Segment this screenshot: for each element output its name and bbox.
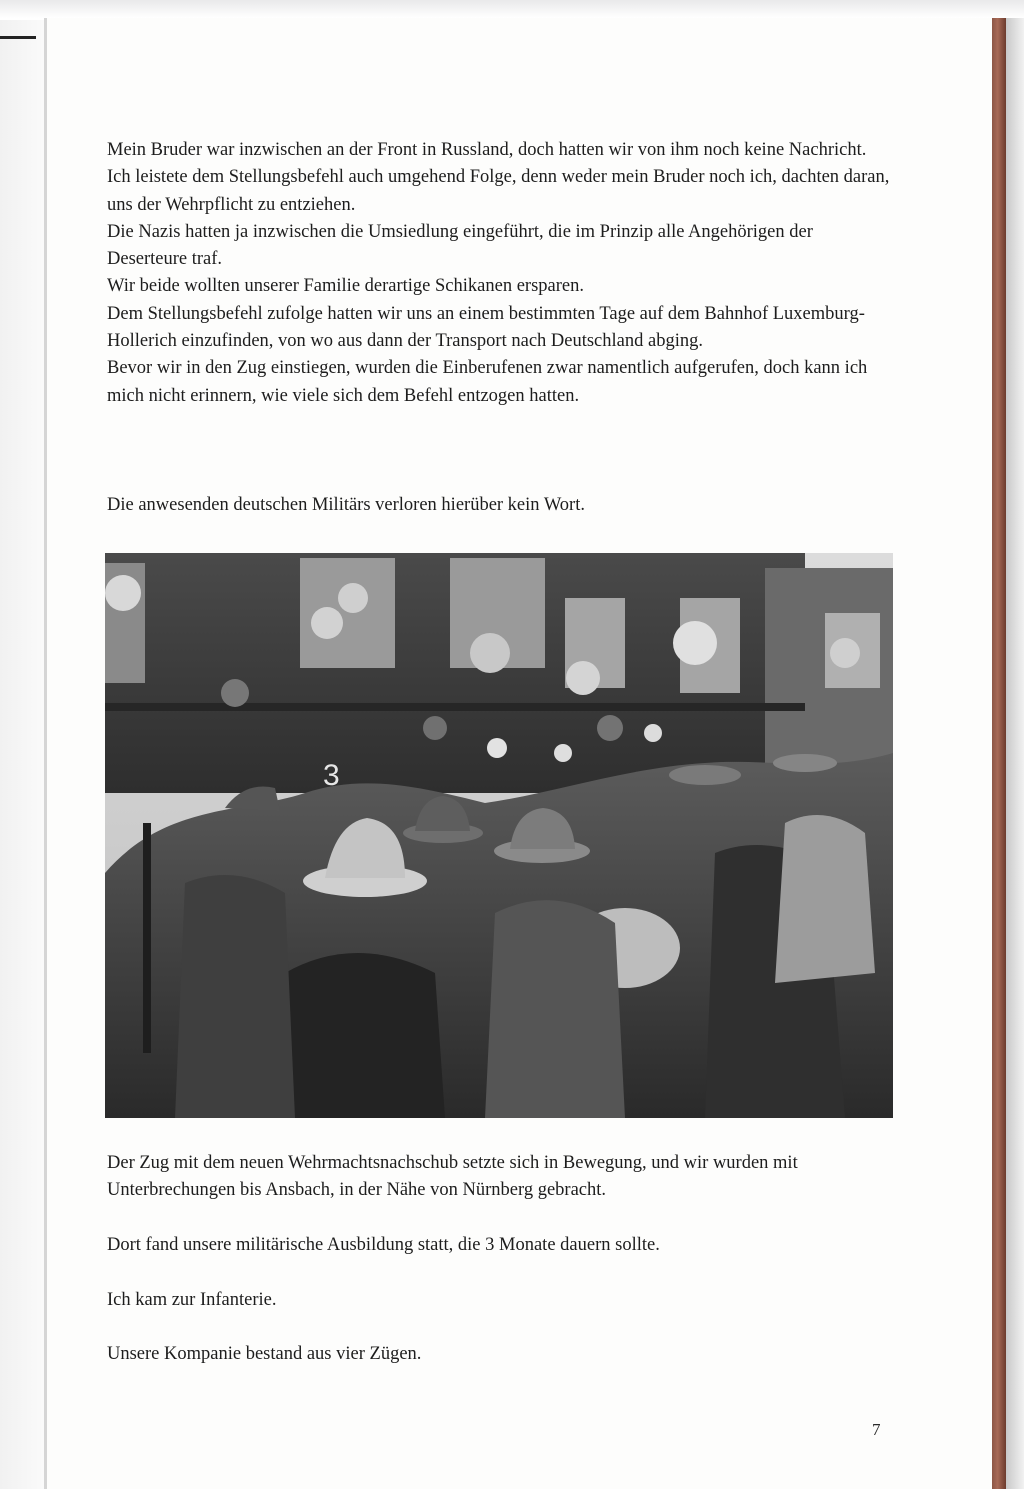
photo-illustration bbox=[105, 553, 893, 1118]
paragraph-umsiedlung: Die Nazis hatten ja inzwischen die Umsiedlung eingeführt, die im Prinzip alle Angehörigen der Deserteure traf. bbox=[107, 221, 813, 270]
photo-car-number: 3 bbox=[323, 759, 340, 792]
paragraph-infanterie: Ich kam zur Infanterie. bbox=[107, 1290, 277, 1310]
paragraph-aufgerufen: Bevor wir in den Zug einstiegen, wurden die Einberufenen zwar namentlich aufgerufen, doch kann ich mich nicht erinnern, wie viele sich dem Befehl entzogen hatten. bbox=[107, 358, 868, 406]
page-shadow-left bbox=[0, 20, 44, 1489]
paragraph-stellungsbefehl: Ich leistete dem Stellungsbefehl auch umgehend Folge, denn weder mein Bruder noch ich, dachten daran, uns der Wehrpflicht zu entziehen. bbox=[107, 167, 890, 215]
paragraph-brother-front: Mein Bruder war inzwischen an der Front in Russland, doch hatten wir von ihm noch keine Nachricht. bbox=[107, 140, 867, 160]
paragraph-schikanen: Wir beide wollten unserer Familie derartige Schikanen ersparen. bbox=[107, 276, 584, 297]
paragraph-bahnhof: Dem Stellungsbefehl zufolge hatten wir uns an einem bestimmten Tage auf dem Bahnhof Luxemburg-Hollerich einzufinden, von wo aus dann der Transport nach Deutschland abging. bbox=[107, 303, 865, 352]
scan-mark bbox=[0, 36, 36, 39]
paragraph-kompanie: Unsere Kompanie bestand aus vier Zügen. bbox=[107, 1344, 422, 1364]
paragraph-ausbildung: Dort fand unsere militärische Ausbildung statt, die 3 Monate dauern sollte. bbox=[107, 1235, 660, 1255]
book-edge bbox=[1006, 18, 1024, 1489]
photo-train-departure bbox=[105, 553, 893, 1118]
page-number: 7 bbox=[872, 1420, 881, 1439]
scan-edge-top bbox=[0, 0, 1024, 18]
paragraph-militaers: Die anwesenden deutschen Militärs verloren hierüber kein Wort. bbox=[107, 495, 585, 515]
top-text-block bbox=[107, 137, 897, 410]
paragraph-zug-bewegung: Der Zug mit dem neuen Wehrmachtsnachschub setzte sich in Bewegung, und wir wurden mit Unterbrechungen bis Ansbach, in der Nähe von Nürnberg gebracht. bbox=[107, 1153, 798, 1201]
book-spine bbox=[992, 18, 1006, 1489]
